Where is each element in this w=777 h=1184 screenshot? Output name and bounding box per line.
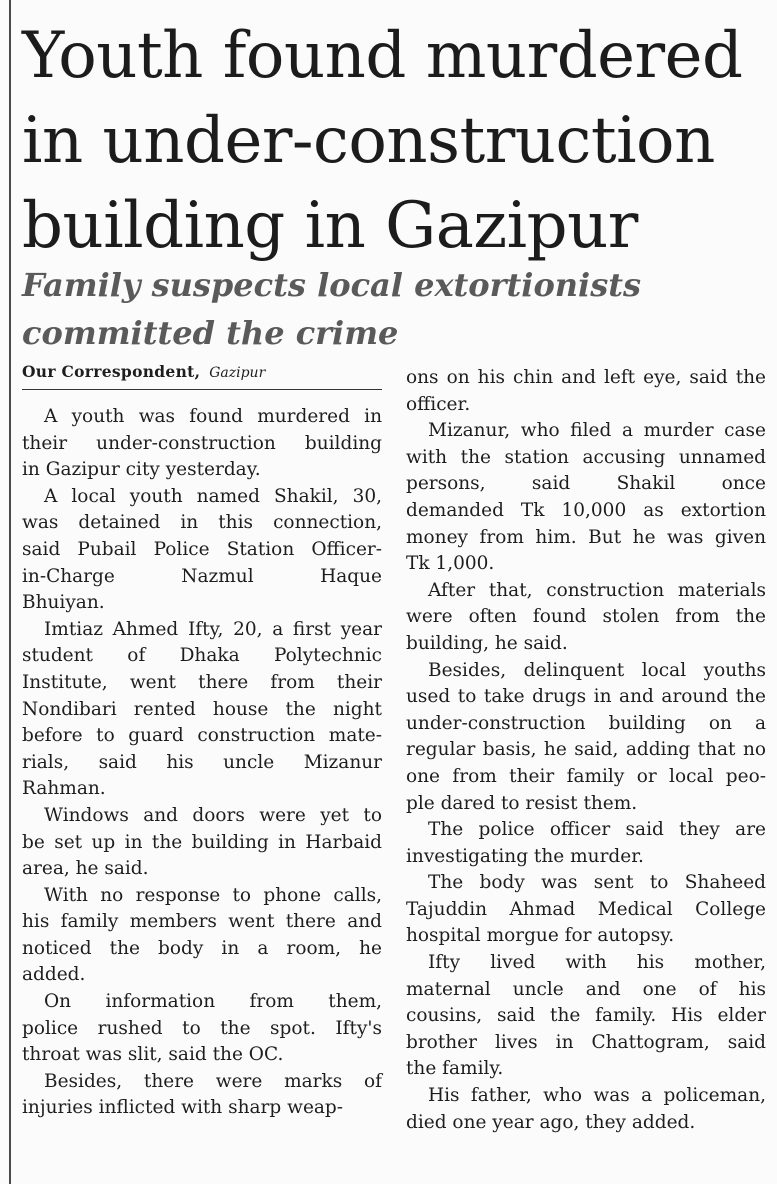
text-line: in-Charge Nazmul Haque (22, 565, 382, 587)
text-line: in Gazipur city yesterday. (22, 459, 261, 481)
text-line: injuries inflicted with sharp weap- (22, 1097, 344, 1119)
text-line: demanded Tk 10,000 as extortion (406, 499, 766, 521)
text-line: building, he said. (406, 632, 568, 654)
text-line: regular basis, he said, adding that no (406, 739, 766, 761)
text-line: with the station accusing unnamed (406, 446, 766, 468)
headline-line: building in Gazipur (22, 189, 638, 263)
article-paragraph (22, 803, 382, 883)
article-paragraph (406, 365, 766, 418)
text-line: used to take drugs in and around the (406, 686, 766, 708)
text-line: persons, said Shakil once (406, 473, 766, 495)
text-line: added. (22, 964, 86, 986)
text-line: cousins, said the family. His elder (406, 1005, 766, 1027)
byline-author: Our Correspondent, (22, 362, 201, 381)
article-paragraph (406, 658, 766, 818)
article-paragraph (406, 578, 766, 658)
text-line: Institute, went there from their (22, 671, 382, 693)
text-line: one from their family or local peo- (406, 765, 766, 787)
article-paragraph (406, 870, 766, 950)
text-line: investigating the murder. (406, 845, 644, 867)
subheadline (22, 261, 772, 357)
text-line: Tk 1,000. (406, 553, 495, 575)
article-paragraph (22, 404, 382, 484)
text-line: died one year ago, they added. (406, 1111, 696, 1133)
article-paragraph (406, 817, 766, 870)
article-paragraph (22, 883, 382, 989)
text-line: money from him. But he was given (406, 526, 766, 548)
byline-location: Gazipur (209, 365, 266, 381)
text-line: noticed the body in a room, he (22, 937, 382, 959)
article-column-left (22, 360, 382, 1122)
text-line: was detained in this connection, (22, 512, 382, 534)
text-line: officer. (406, 393, 471, 415)
text-line: student of Dhaka Polytechnic (22, 645, 382, 667)
text-line: Bhuiyan. (22, 592, 105, 614)
text-line: be set up in the building in Harbaid (22, 831, 382, 853)
text-line: After that, construction materials (428, 579, 766, 601)
text-line: rials, said his uncle Mizanur (22, 751, 382, 773)
text-line: Windows and doors were yet to (44, 804, 382, 826)
subheadline-line: Family suspects local extortionists (22, 266, 642, 304)
text-line: With no response to phone calls, (44, 884, 382, 906)
text-line: their under-construction building (22, 432, 382, 454)
text-line: Rahman. (22, 778, 106, 800)
text-line: Besides, delinquent local youths (428, 659, 766, 681)
article-column-right (406, 365, 766, 1136)
text-line: The body was sent to Shaheed (428, 872, 766, 894)
text-line: before to guard construction mate- (22, 725, 382, 747)
article-paragraph (22, 989, 382, 1069)
article-paragraph (406, 950, 766, 1083)
text-line: were often found stolen from the (406, 606, 766, 628)
article-paragraph (22, 617, 382, 803)
text-line: hospital morgue for autopsy. (406, 925, 675, 947)
byline (22, 360, 382, 390)
subheadline-line: committed the crime (22, 314, 399, 352)
article-paragraph (406, 1083, 766, 1136)
text-line: said Pubail Police Station Officer- (22, 538, 382, 560)
text-line: area, he said. (22, 858, 149, 880)
text-line: A youth was found murdered in (44, 406, 382, 427)
headline-line: Youth found murdered (22, 19, 743, 93)
headline-line: in under-construction (22, 104, 715, 178)
text-line: Tajuddin Ahmad Medical College (406, 898, 766, 920)
text-line: throat was slit, said the OC. (22, 1044, 284, 1066)
text-line: Imtiaz Ahmed Ifty, 20, a first year (44, 618, 382, 640)
text-line: Ifty lived with his mother, (428, 952, 766, 974)
headline (22, 14, 772, 269)
text-line: Besides, there were marks of (44, 1070, 382, 1092)
text-line: his family members went there and (22, 911, 382, 933)
article-paragraph (22, 1069, 382, 1122)
text-line: ons on his chin and left eye, said the (406, 367, 766, 388)
text-line: His father, who was a policeman, (428, 1085, 766, 1107)
article-paragraph (22, 484, 382, 617)
text-line: A local youth named Shakil, 30, (44, 485, 382, 507)
text-line: ple dared to resist them. (406, 792, 638, 814)
text-line: the family. (406, 1058, 504, 1080)
text-line: brother lives in Chattogram, said (406, 1031, 766, 1053)
text-line: maternal uncle and one of his (406, 978, 766, 1000)
text-line: On information from them, (44, 991, 382, 1013)
text-line: Mizanur, who filed a murder case (428, 420, 766, 442)
text-line: The police officer said they are (428, 819, 766, 841)
text-line: police rushed to the spot. Ifty's (22, 1017, 382, 1039)
text-line: Nondibari rented house the night (22, 698, 382, 720)
text-line: under-construction building on a (406, 712, 766, 734)
column-rule (9, 0, 11, 1184)
article-paragraph (406, 418, 766, 578)
